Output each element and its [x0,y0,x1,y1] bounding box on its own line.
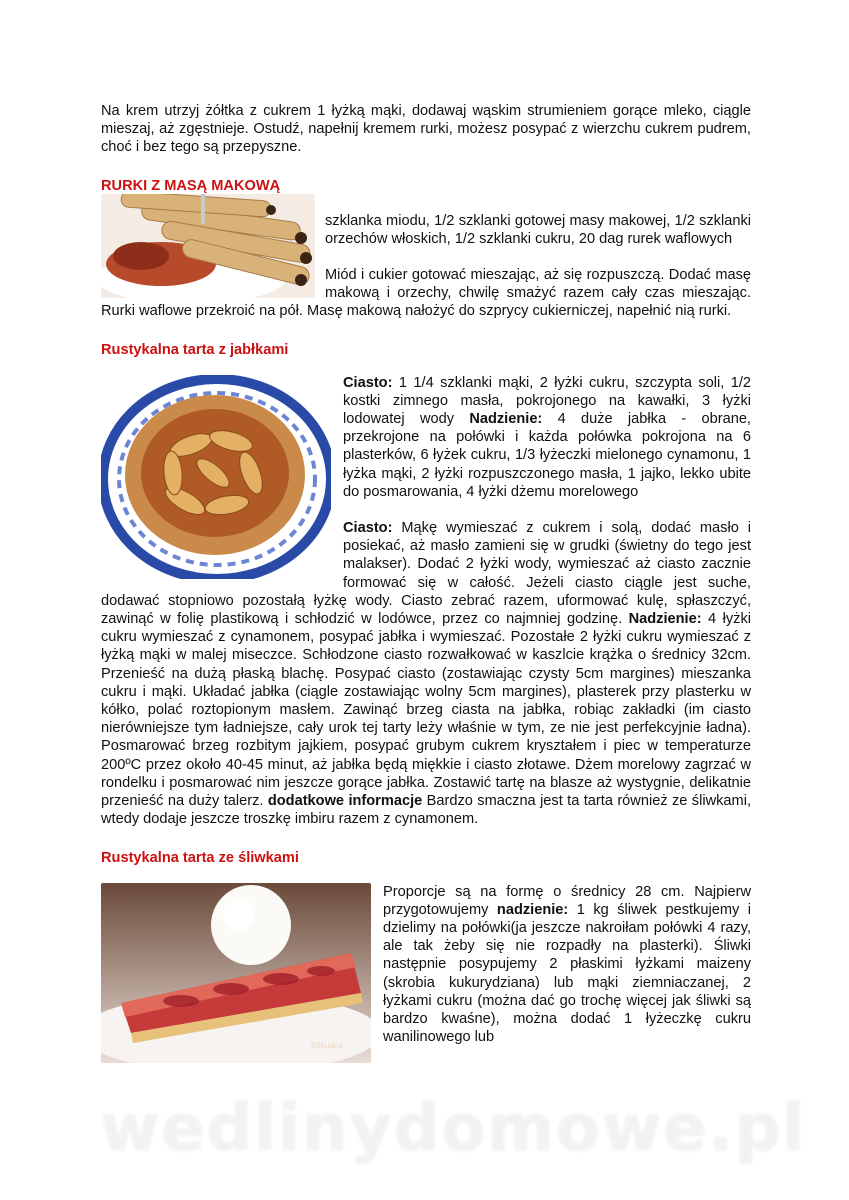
apple-tart-photo [101,375,331,579]
plum-text-1: Proporcje są na formę o średnicy 28 cm. Najpierw przygotowujemy [383,883,751,918]
apple-tart-image [101,375,331,579]
rurki-method: Miód i cukier gotować mieszając, aż się rozpuszczą. Dodać masę makową i orzechy, chwilę smażyć razem cały czas mieszając. Rurki waflowe przekroić na pół. Masę makową nałożyć do szprycy cukierniczej, napełnić nią rurki. [101,267,751,320]
nadzienie-label: Nadzienie: [469,411,543,428]
method-ciasto-text: Mąkę wymieszać z cukrem i solą, dodać masło i posiekać, aż masło zamieni się w grudki (świetny do tego jest malakser). Dodać 2 łyżki wody, wymieszać aż ciasto zacznie formować się w całość. Jeżeli ciasto ciągle jest suche, dodawać stopniowo pozostałą łyżkę wody. Ciasto zebrać razem, uformować kulę, spłaszczyć, zawinąć w folię plastikową i schłodzić w lodówce, przez co najmniej godzinę. [101,520,751,628]
rurki-title: RURKI Z MASĄ MAKOWĄ [101,177,281,194]
apple-tart-title: Rustykalna tarta z jabłkami [101,341,289,358]
plum-nadzienie-label: nadzienie: [496,901,569,918]
photo-credit: ©zkuana [311,1040,343,1050]
plum-tart-title: Rustykalna tarta ze śliwkami [101,849,299,866]
extra-info-text: Bardzo smaczna jest ta tarta również ze śliwkami, wtedy dodaje jeszcze troszkę imbiru razem z cynamonem. [101,793,751,828]
wafer-rolls-image [101,194,315,298]
rurki-photo [101,194,315,298]
rurki-ingredients: szklanka miodu, 1/2 szklanki gotowej masy makowej, 1/2 szklanki orzechów włoskich, 1/2 szklanki cukru, 20 dag rurek waflowych [325,212,751,247]
watermark: wedlinydomowe.pl [100,1092,807,1166]
ciasto-label: Ciasto: [343,374,393,391]
intro-paragraph: Na krem utrzyj żółtka z cukrem 1 łyżką mąki, dodawaj wąskim strumieniem gorące mleko, ciągle mieszaj, aż zgęstnieje. Ostudź, napełnij kremem rurki, możesz posypać z wierzchu cukrem pudrem, choć i bez tego są przepyszne. [101,103,751,156]
method-nadzienie-text: 4 łyżki cukru wymieszać z cynamonem, posypać jabłka i wymieszać. Pozostałe 2 łyżki cukru wymieszać z łyżką mąki w malej miseczce. Schłodzone ciasto rozwałkować w kaszlcie krążka o średnicy 32cm. Przenieść na dużą płaską blachę. Posypać ciasto (zostawiając czysty 5cm margines) mieszanka cukru i mąki. Układać jabłka (ciągle zostawiając wolny 5cm margines), plasterek przy plasterku w kółko, polać roztopionym masłem. Zawinąć brzeg ciasta na jabłka, robiąc zakładki (im ciasto nierówniejsze tym ładniejsze, cały urok tej tarty leży właśnie w tym, ze nie jest perfekcyjnie ładna). Posmarować brzeg rozbitym jajkiem, posypać grubym cukrem kryształem i piec w temperaturze 200ºC przez około 40-45 minut, aż jabłka będą miękkie i ciasto złotawe. Dżem morelowy zagrzać w rondelku i posmarować nim jeszcze gorące jabłka. Zostawić tartę na blasze aż wystygnie, delikatnie przenieść na duży talerz. [101,611,751,810]
plum-tart-photo [101,883,371,1063]
extra-info-label: dodatkowe informacje [267,793,423,810]
ciasto-ingredients: 1 1/4 szklanki mąki, 2 łyżki cukru, szczypta soli, 1/2 kostki zimnego masła, pokrojonego na kawałki, 3 łyżki lodowatej wody [343,374,751,428]
plum-text-2: 1 kg śliwek pestkujemy i dzielimy na połówki(ja jeszcze nakroiłam połówki 4 razy, ale tak żeby się nie rozpadły na plasterki). Śliwki następnie posypujemy 2 płaskimi łyżkami maizeny (skrobia kukurydziana) lub mąki ziemniaczanej, 2 łyżkami cukru (można dać go trochę więcej jak śliwki są bardzo kwaśne), można dodać 1 łyżeczkę cukru wanilinowego lub [383,901,751,1046]
nadzienie-ingredients: 4 duże jabłka - obrane, przekrojone na połówki i każda połówka pokrojona na 6 plasterków, 6 łyżek cukru, 1/3 łyżeczki mielonego cynamonu, 1 łyżka mąki, 2 łyżki rozpuszczonego masła, 1 jajko, lekko ubite do posmarowania, 4 łyżki dżemu morelowego [343,411,751,500]
plum-tart-image [101,883,371,1063]
method-ciasto-label: Ciasto: [343,520,393,537]
document-page [101,96,751,1063]
method-nadzienie-label: Nadzienie: [628,611,702,628]
